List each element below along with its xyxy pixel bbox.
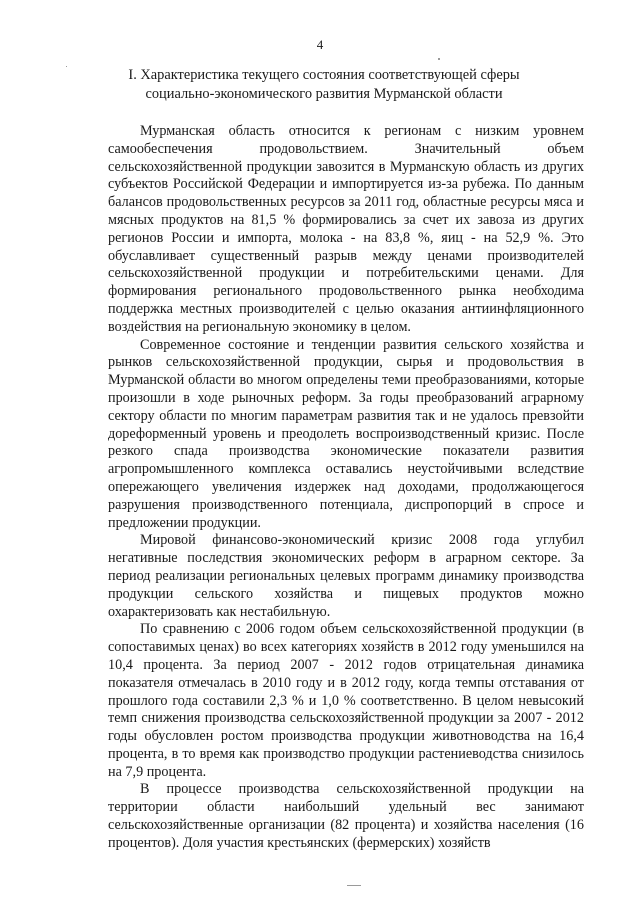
scan-speck [438, 58, 440, 60]
paragraph: По сравнению с 2006 годом объем сельскохозяйственной продукции (в сопоставимых ценах) во всех категориях хозяйств в 2012 году уменьшился на 10,4 процента. За период 2007 - 2012 годов отрицательная динамика показателя отмечалась в 2010 году и в 2012 году, когда темпы отставания от прошлого года составили 2,3 % и 1,0 % соответственно. В целом невысокий темп снижения производства сельскохозяйственной продукции за 2007 - 2012 годы обусловлен ростом производства продукции животноводства на 16,4 процента, в то время как производство продукции растениеводства снизилось на 7,9 процента. [108, 621, 584, 780]
page-number: 4 [316, 37, 324, 52]
scan-mark-bottom [347, 885, 361, 886]
section-title: I. Характеристика текущего состояния соответствующей сферы социально-экономического развития Мурманской области [128, 67, 520, 102]
paragraph: Мурманская область относится к регионам с низким уровнем самообеспечения продовольствием. Значительный объем сельскохозяйственной продукции завозится в Мурманскую область из других субъектов Российской Федерации и импортируется из-за рубежа. По данным балансов продовольственных ресурсов за 2011 год, областные ресурсы мяса и мясных продуктов на 81,5 % формировались за счет их завоза из других регионов России и импорта, молока - на 83,8 %, яиц - на 52,9 %. Это обуславливает существенный разрыв между ценами производителей сельскохозяйственной продукции и потребительскими ценами. Для формирования регионального продовольственного рынка необходима поддержка местных производителей с целью оказания антиинфляционного воздействия на региональную экономику в целом. [108, 123, 584, 335]
paragraph: Современное состояние и тенденции развития сельского хозяйства и рынков сельскохозяйственной продукции, сырья и продовольствия в Мурманской области во многом определены теми преобразованиями, которые произошли в ходе рыночных реформ. За годы преобразований аграрному сектору области по многим параметрам развития так и не удалось превзойти дореформенный уровень и преодолеть воспроизводственный кризис. После резкого спада производства экономические показатели развития агропромышленного комплекса оставались неустойчивыми вследствие опережающего увеличения издержек над доходами, продолжающегося разрушения производственного потенциала, диспропорций в спросе и предложении продукции. [108, 336, 584, 531]
paragraph: Мировой финансово-экономический кризис 2008 года углубил негативные последствия экономических реформ в аграрном секторе. За период реализации региональных целевых программ динамику производства продукции сельского хозяйства и пищевых продуктов можно охарактеризовать как нестабильную. [108, 532, 584, 620]
paragraph: В процессе производства сельскохозяйственной продукции на территории области наибольший удельный вес занимают сельскохозяйственные организации (82 процента) и хозяйства населения (16 процентов). Доля участия крестьянских (фермерских) хозяйств [108, 781, 584, 851]
scan-speck [66, 66, 67, 67]
body-text [108, 123, 584, 853]
